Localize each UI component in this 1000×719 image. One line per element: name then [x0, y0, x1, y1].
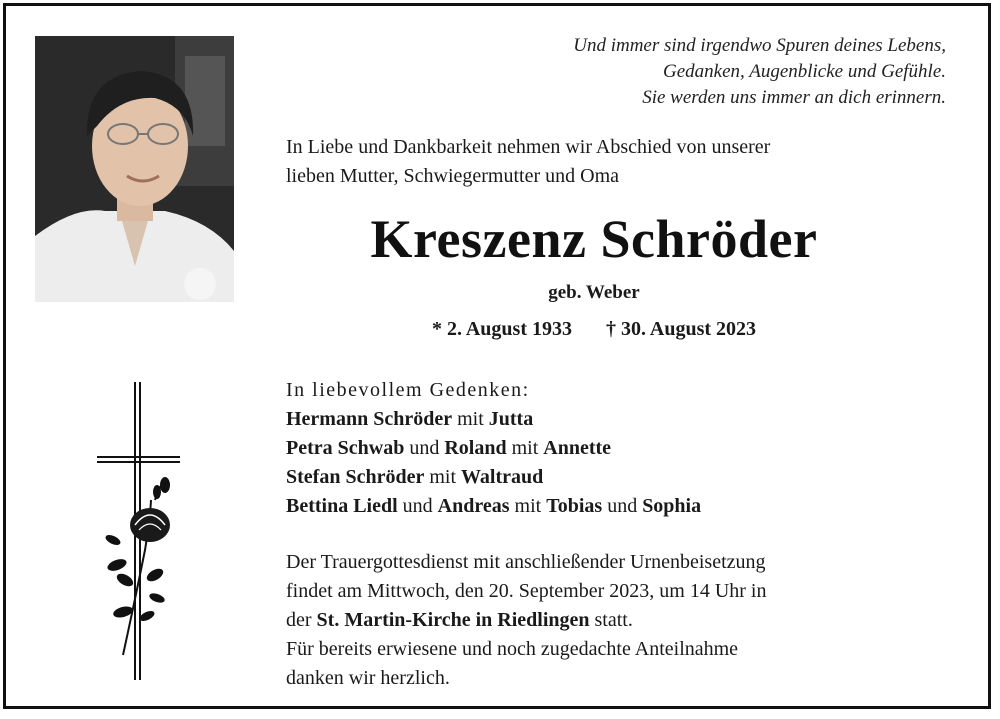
connector-text: und: [397, 495, 438, 517]
mourner-name: Tobias: [546, 495, 603, 517]
quote-line: Gedanken, Augenblicke und Gefühle.: [663, 61, 946, 82]
mourner-name: Roland: [444, 437, 507, 459]
connector-text: mit: [506, 437, 544, 459]
connector-text: und: [602, 495, 643, 517]
cross-with-rose-icon: [95, 380, 185, 689]
service-line: danken wir herzlich.: [286, 667, 450, 689]
service-text: der: [286, 609, 317, 631]
portrait-photo: [35, 36, 234, 302]
deceased-name: Kreszenz Schröder: [370, 209, 818, 269]
birth-date: * 2. August 1933: [431, 318, 572, 340]
birth-name: geb. Weber: [548, 282, 640, 303]
service-text: statt.: [589, 609, 633, 631]
connector-text: mit: [424, 466, 461, 488]
service-line: findet am Mittwoch, den 20. September 2023, um 14 Uhr in: [286, 580, 767, 602]
mourner-name: Stefan Schröder: [286, 466, 425, 488]
intro-text: [286, 133, 966, 191]
mourner-line: [286, 492, 966, 521]
church-name: St. Martin-Kirche in Riedlingen: [316, 609, 590, 631]
mourner-line: [286, 434, 966, 463]
mourners-heading: In liebevollem Gedenken:: [286, 379, 530, 401]
mourner-name: Waltraud: [461, 466, 544, 488]
service-line: Der Trauergottesdienst mit anschließender Urnenbeisetzung: [286, 551, 766, 573]
service-line: [286, 606, 976, 635]
mourner-name: Bettina Liedl: [286, 495, 398, 517]
service-line: Für bereits erwiesene und noch zugedachte Anteilnahme: [286, 638, 739, 660]
mourner-name: Annette: [543, 437, 612, 459]
memorial-quote: [573, 33, 946, 111]
mourner-line: [286, 405, 966, 434]
mourner-name: Hermann Schröder: [286, 408, 453, 430]
mourner-name: Sophia: [642, 495, 702, 517]
quote-line: Und immer sind irgendwo Spuren deines Lebens,: [573, 35, 946, 56]
connector-text: mit: [509, 495, 547, 517]
intro-line: In Liebe und Dankbarkeit nehmen wir Abschied von unserer: [286, 136, 771, 158]
life-dates: [254, 318, 934, 341]
mourner-name: Petra Schwab: [286, 437, 405, 459]
mourner-line: [286, 463, 966, 492]
service-info: [286, 548, 976, 693]
mourners-list: [286, 376, 966, 521]
death-date: † 30. August 2023: [606, 318, 757, 340]
mourner-name: Andreas: [437, 495, 510, 517]
quote-line: Sie werden uns immer an dich erinnern.: [642, 87, 946, 108]
connector-text: und: [404, 437, 445, 459]
connector-text: mit: [452, 408, 489, 430]
intro-line: lieben Mutter, Schwiegermutter und Oma: [286, 165, 619, 187]
mourner-name: Jutta: [488, 408, 534, 430]
